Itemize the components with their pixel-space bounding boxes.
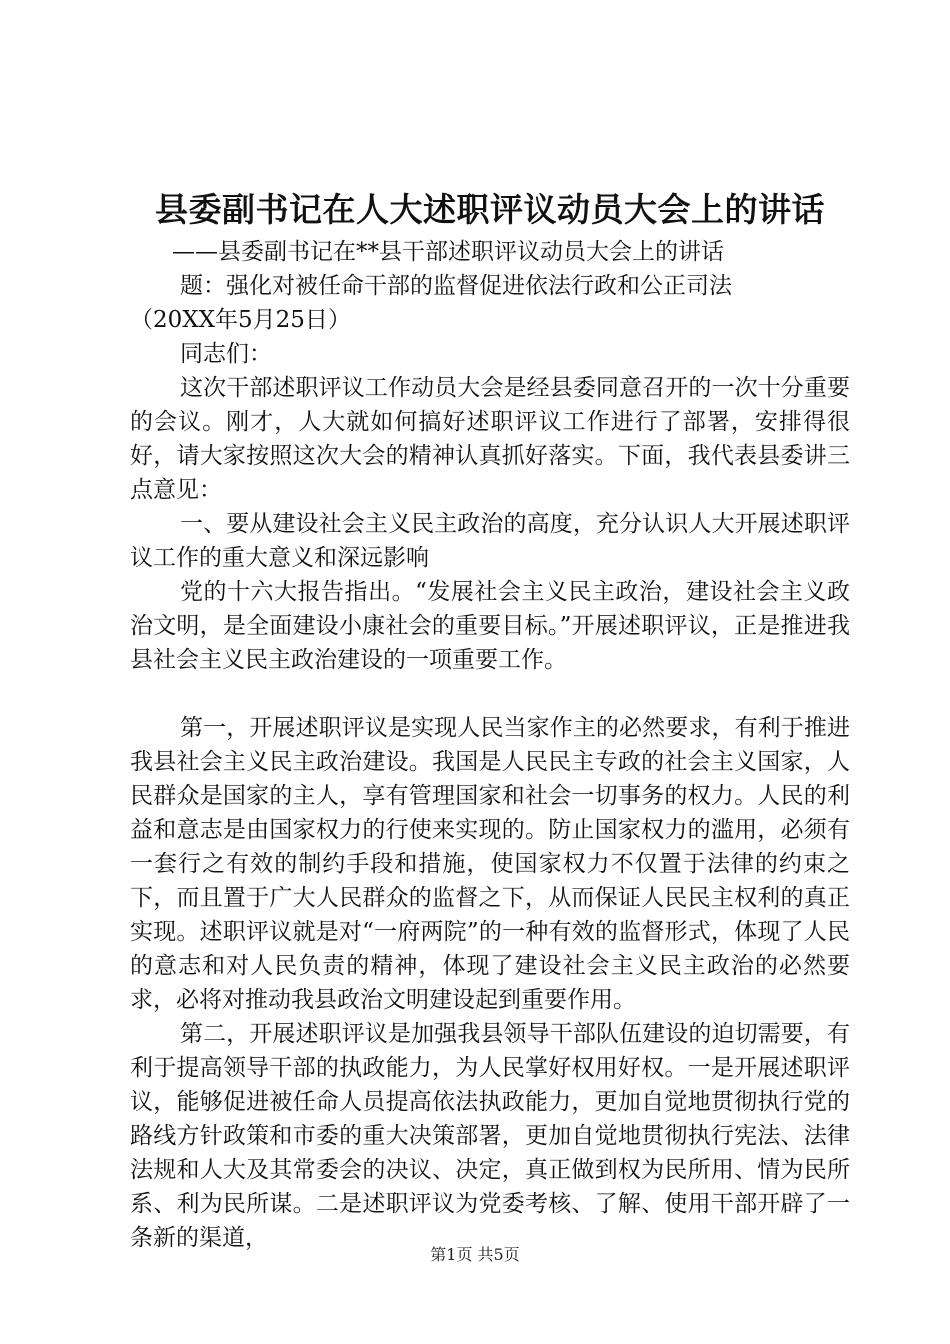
document-theme: 题：强化对被任命干部的监督促进依法行政和公正司法 [180, 273, 732, 299]
document-body [130, 185, 850, 1255]
document-title: 县委副书记在人大述职评议动员大会上的讲话 [155, 190, 825, 229]
document-subtitle: ——县委副书记在**县干部述职评议动员大会上的讲话 [172, 239, 724, 265]
paragraph-gap [130, 677, 850, 711]
page-number-footer: 第1页 共5页 [430, 1245, 520, 1264]
paragraph-second-point: 第二，开展述职评议是加强我县领导干部队伍建设的迫切需要，有利于提高领导干部的执政能力，为人民掌好权用好权。一是开展述职评议，能够促进被任命人员提高依法执政能力，更加自觉地贯彻执行党的路线方针政策和市委的重大决策部署，更加自觉地贯彻执行宪法、法律法规和人大及其常委会的决议、决定，真正做到权为民所用、情为民所系、利为民所谋。二是述职评议为党委考核、了解、使用干部开辟了一条新的渠道， [130, 1021, 850, 1251]
salutation: 同志们： [180, 341, 272, 367]
paragraph-intro: 这次干部述职评议工作动员大会是经县委同意召开的一次十分重要的会议。刚才，人大就如何搞好述职评议工作进行了部署，安排得很好，请大家按照这次大会的精神认真抓好落实。下面，我代表县委讲三点意见： [130, 375, 850, 503]
paragraph-first-point: 第一，开展述职评议是实现人民当家作主的必然要求，有利于推进我县社会主义民主政治建设。我国是人民民主专政的社会主义国家，人民群众是国家的主人，享有管理国家和社会一切事务的权力。人民的利益和意志是由国家权力的行使来实现的。防止国家权力的滥用，必须有一套行之有效的制约手段和措施，使国家权力不仅置于法律的约束之下，而且置于广大人民群众的监督之下，从而保证人民民主权利的真正实现。述职评议就是对“一府两院”的一种有效的监督形式，体现了人民的意志和对人民负责的精神，体现了建设社会主义民主政治的必然要求，必将对推动我县政治文明建设起到重要作用。 [130, 715, 850, 1013]
section-heading-1: 一、要从建设社会主义民主政治的高度，充分认识人大开展述职评议工作的重大意义和深远影响 [130, 511, 850, 571]
document-date: （20XX年5月25日） [130, 307, 351, 333]
paragraph-quote: 党的十六大报告指出。“发展社会主义民主政治，建设社会主义政治文明，是全面建设小康社会的重要目标。”开展述职评议，正是推进我县社会主义民主政治建设的一项重要工作。 [130, 579, 850, 673]
